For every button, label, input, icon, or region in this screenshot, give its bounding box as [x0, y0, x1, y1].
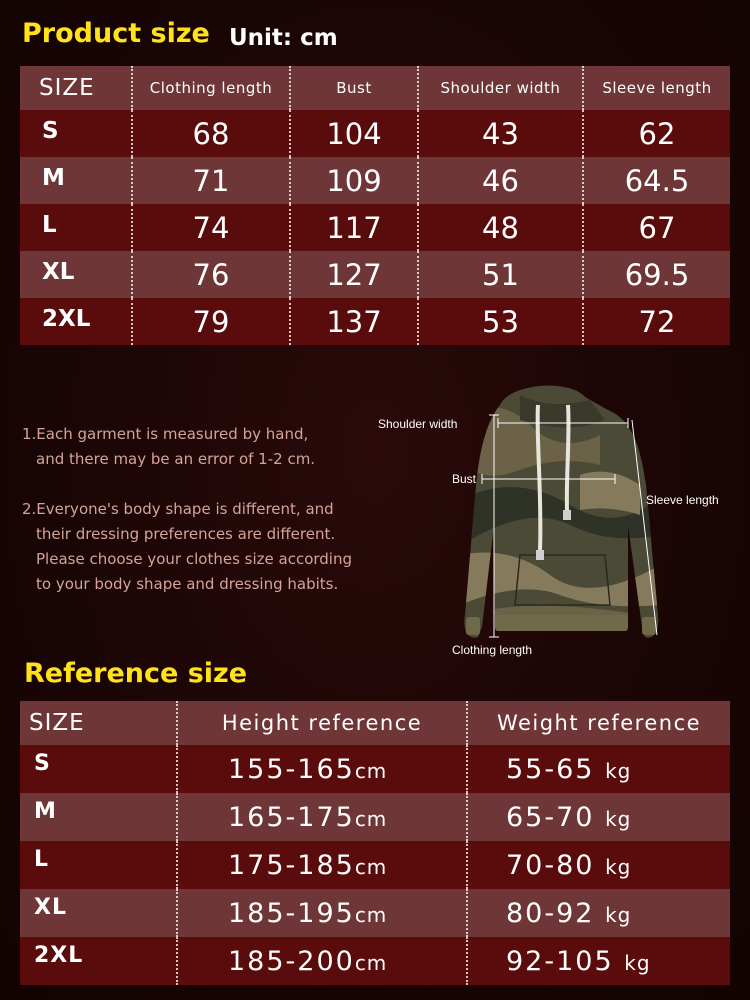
shoulder-width-label: Shoulder width [378, 417, 458, 431]
table-row [20, 841, 730, 889]
size-cell: M [42, 165, 65, 191]
shoulder-width-cell: 43 [418, 110, 583, 157]
reference-size-table [20, 701, 730, 985]
header-bust: Bust [290, 66, 418, 110]
weight-cell: 80-92 kg [467, 889, 730, 937]
table-row [20, 793, 730, 841]
weight-cell: 70-80 kg [467, 841, 730, 889]
table-row [20, 889, 730, 937]
height-cell: 185-200cm [177, 937, 467, 985]
table-row [20, 251, 730, 298]
clothing-length-cell: 71 [132, 157, 290, 204]
shoulder-width-cell: 46 [418, 157, 583, 204]
size-cell: L [42, 212, 57, 238]
size-cell: 2XL [34, 943, 84, 968]
size-cell: XL [34, 895, 67, 920]
note-text: 1.Each garment is measured by hand, [22, 425, 309, 443]
bust-label: Bust [452, 472, 477, 486]
note-text: 2.Everyone's body shape is different, and [22, 500, 334, 518]
reference-size-title: Reference size [24, 658, 248, 689]
sleeve-length-cell: 67 [583, 204, 730, 251]
clothing-length-cell: 76 [132, 251, 290, 298]
header-shoulder-width: Shoulder width [418, 66, 583, 110]
sleeve-length-cell: 72 [583, 298, 730, 345]
height-cell: 175-185cm [177, 841, 467, 889]
bust-cell: 109 [290, 157, 418, 204]
note-text: and there may be an error of 1-2 cm. [36, 450, 316, 468]
weight-cell: 65-70 kg [467, 793, 730, 841]
header-size: SIZE [29, 710, 85, 736]
size-cell: S [42, 118, 59, 144]
measurement-notes [22, 422, 352, 597]
header-height-reference: Height reference [177, 701, 467, 745]
bust-cell: 127 [290, 251, 418, 298]
height-cell: 155-165cm [177, 745, 467, 793]
bust-cell: 117 [290, 204, 418, 251]
table-row [20, 745, 730, 793]
size-cell: L [34, 847, 50, 872]
clothing-length-cell: 74 [132, 204, 290, 251]
product-table-header [20, 66, 730, 110]
height-cell: 165-175cm [177, 793, 467, 841]
unit-label: Unit: cm [229, 25, 338, 51]
bust-cell: 104 [290, 110, 418, 157]
sleeve-length-label: Sleeve length [646, 493, 719, 507]
size-cell: M [34, 799, 57, 824]
table-row [20, 157, 730, 204]
product-size-table [20, 66, 730, 345]
clothing-length-cell: 68 [132, 110, 290, 157]
note-text: their dressing preferences are different. [36, 525, 336, 543]
header-sleeve-length: Sleeve length [583, 66, 730, 110]
hoodie-measurement-diagram [370, 375, 730, 665]
sleeve-length-cell: 69.5 [583, 251, 730, 298]
height-cell: 185-195cm [177, 889, 467, 937]
note-text: Please choose your clothes size according [36, 550, 352, 568]
table-row [20, 110, 730, 157]
sleeve-length-cell: 62 [583, 110, 730, 157]
shoulder-width-cell: 53 [418, 298, 583, 345]
size-cell: XL [42, 259, 75, 285]
shoulder-width-cell: 51 [418, 251, 583, 298]
weight-cell: 92-105 kg [467, 937, 730, 985]
product-size-title: Product size [22, 18, 210, 49]
size-cell: S [34, 751, 51, 776]
sleeve-length-cell: 64.5 [583, 157, 730, 204]
weight-cell: 55-65 kg [467, 745, 730, 793]
bust-cell: 137 [290, 298, 418, 345]
header-weight-reference: Weight reference [467, 701, 730, 745]
size-cell: 2XL [42, 306, 91, 332]
clothing-length-cell: 79 [132, 298, 290, 345]
header-size: SIZE [39, 75, 95, 101]
reference-table-header [20, 701, 730, 745]
table-row [20, 937, 730, 985]
header-clothing-length: Clothing length [132, 66, 290, 110]
table-row [20, 204, 730, 251]
shoulder-width-cell: 48 [418, 204, 583, 251]
clothing-length-label: Clothing length [452, 643, 533, 657]
note-text: to your body shape and dressing habits. [36, 575, 339, 593]
table-row [20, 298, 730, 345]
